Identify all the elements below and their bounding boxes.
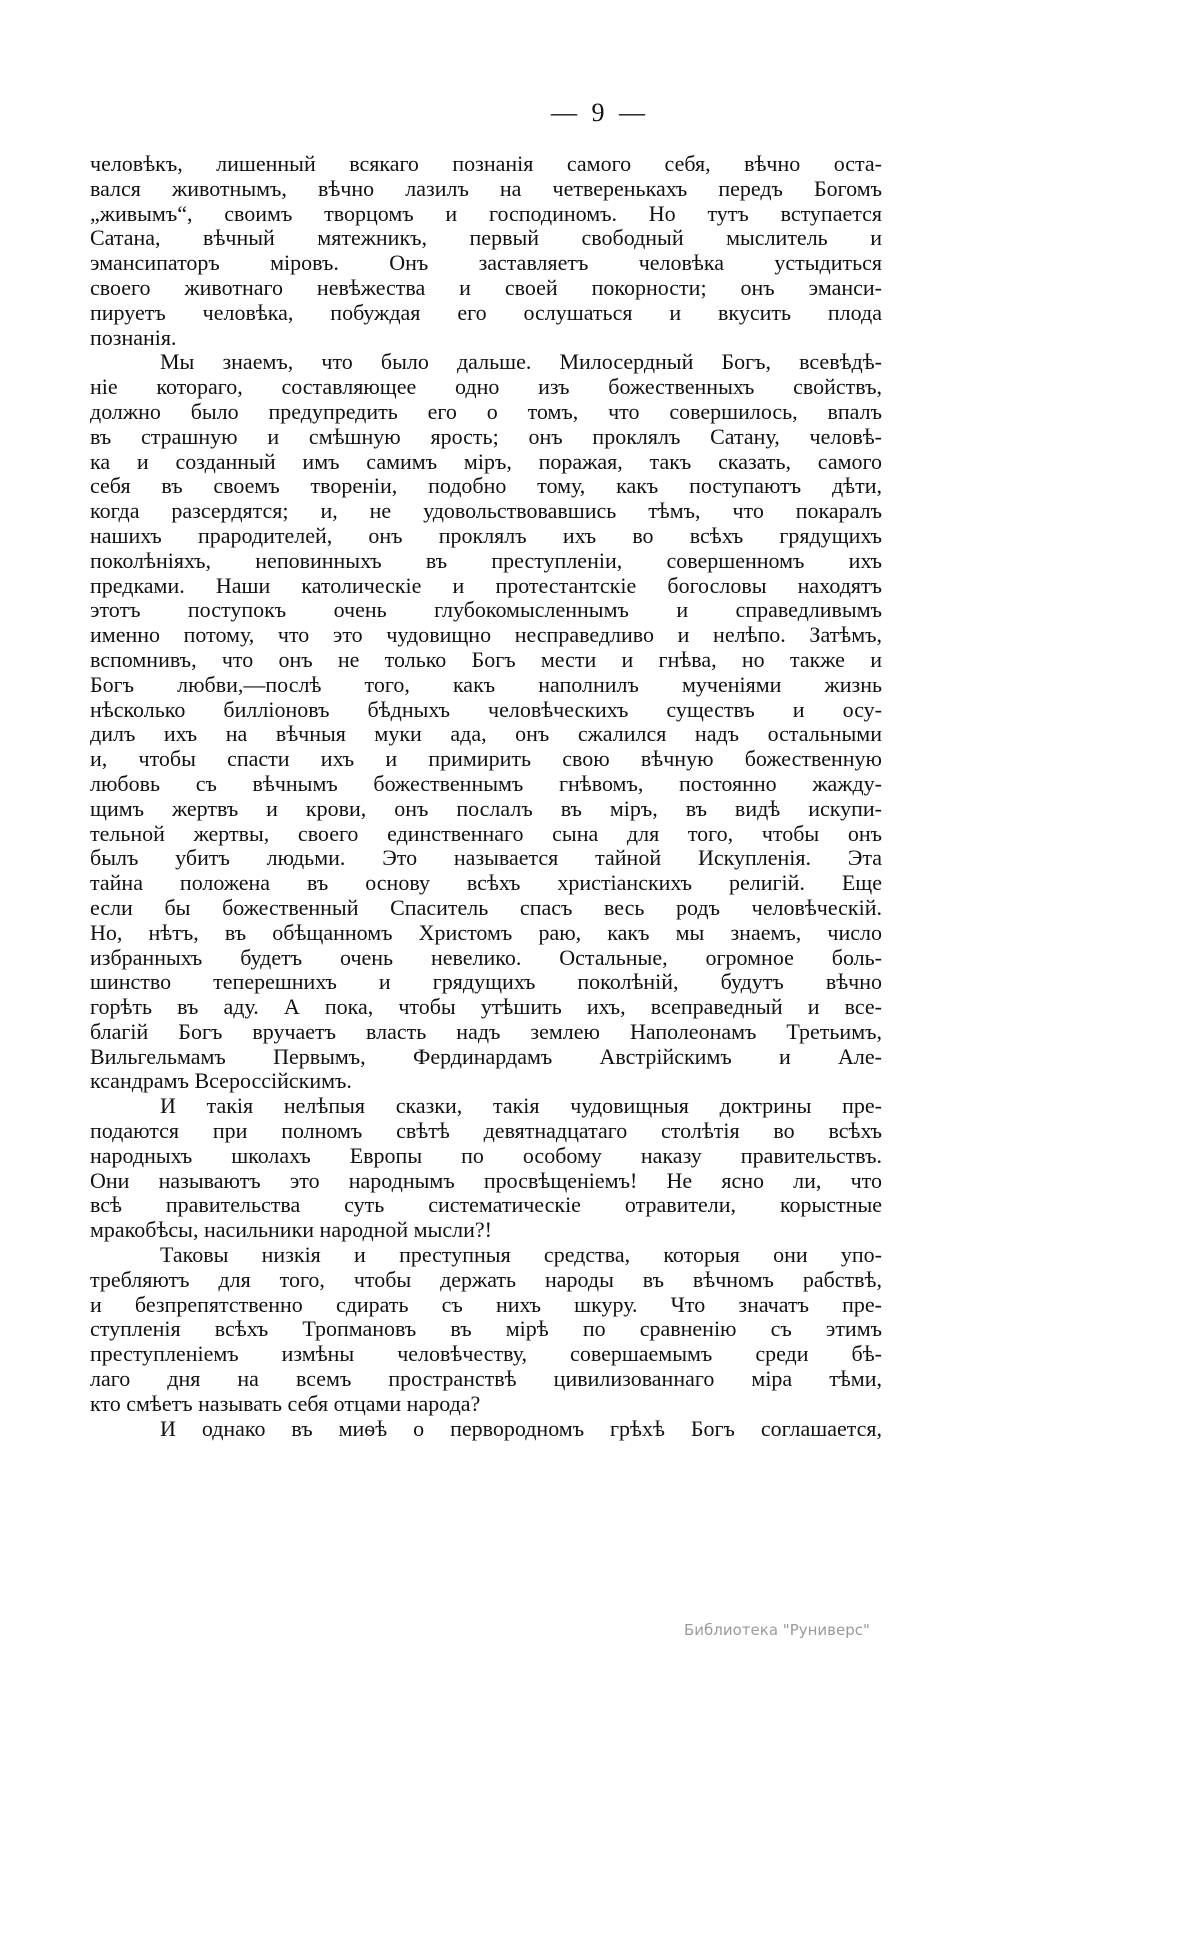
text-line: Они называютъ это народнымъ просвѣщеніемъ! Не ясно ли, что — [90, 1167, 882, 1193]
library-watermark: Библиотека "Руниверс" — [684, 1621, 870, 1639]
text-line: вспомнивъ, что онъ не только Богъ мести и гнѣва, но также и — [90, 646, 882, 672]
text-line: всѣ правительства суть систематическіе отравители, корыстные — [90, 1192, 882, 1218]
text-line: эмансипаторъ міровъ. Онъ заставляетъ человѣка устыдиться — [90, 250, 882, 276]
text-line: себя въ своемъ твореніи, подобно тому, какъ поступаютъ дѣти, — [90, 473, 882, 499]
body-text — [90, 152, 882, 1441]
text-line: Богъ любви,—послѣ того, какъ наполнилъ мученіями жизнь — [90, 671, 882, 697]
text-line: предками. Наши католическіе и протестантскіе богословы находятъ — [90, 572, 882, 598]
text-line: мракобѣсы, насильники народной мысли?! — [90, 1217, 492, 1243]
text-line: человѣкъ, лишенный всякаго познанія самого себя, вѣчно оста- — [90, 151, 882, 176]
paragraph — [90, 350, 882, 1094]
text-line: И такія нелѣпыя сказки, такія чудовищныя доктрины пре- — [160, 1093, 882, 1119]
text-line: народныхъ школахъ Европы по особому наказу правительствъ. — [90, 1142, 882, 1168]
text-line: любовь съ вѣчнымъ божественнымъ гнѣвомъ, постоянно жажду- — [90, 770, 882, 796]
text-line: пируетъ человѣка, побуждая его ослушаться и вкусить плода — [90, 299, 882, 325]
text-line: когда разсердятся; и, не удовольствовавшись тѣмъ, что покаралъ — [90, 498, 882, 524]
text-line: ступленія всѣхъ Тропмановъ въ мірѣ по сравненію съ этимъ — [90, 1316, 882, 1342]
text-line: былъ убитъ людьми. Это называется тайной Искупленія. Эта — [90, 845, 882, 871]
text-line: требляютъ для того, чтобы держать народы въ вѣчномъ рабствѣ, — [90, 1266, 882, 1292]
text-line: ксандрамъ Всероссійскимъ. — [90, 1068, 352, 1094]
text-line: должно было предупредить его о томъ, что совершилось, впалъ — [90, 398, 882, 424]
text-line: поколѣніяхъ, неповинныхъ въ преступленіи, совершенномъ ихъ — [90, 547, 882, 573]
text-line: нашихъ прародителей, онъ проклялъ ихъ во всѣхъ грядущихъ — [90, 522, 882, 548]
text-line: ніе котораго, составляющее одно изъ божественныхъ свойствъ, — [90, 374, 882, 400]
text-line: Вильгельмамъ Первымъ, Фердинардамъ Австрійскимъ и Але- — [90, 1043, 882, 1069]
paragraph — [90, 152, 882, 350]
text-line: этотъ поступокъ очень глубокомысленнымъ и справедливымъ — [90, 597, 882, 623]
text-line: избранныхъ будетъ очень невелико. Остальные, огромное боль- — [90, 944, 882, 970]
text-line: ка и созданный имъ самимъ міръ, поражая, такъ сказать, самого — [90, 448, 882, 474]
text-line: своего животнаго невѣжества и своей покорности; онъ эманси- — [90, 274, 882, 300]
text-line: Таковы низкія и преступныя средства, которыя они упо- — [160, 1242, 882, 1268]
text-line: Но, нѣтъ, въ обѣщанномъ Христомъ раю, какъ мы знаемъ, число — [90, 919, 882, 945]
text-line: Мы знаемъ, что было дальше. Милосердный Богъ, всевѣдѣ- — [160, 349, 882, 375]
paragraph — [90, 1243, 882, 1417]
text-line: лаго дня на всемъ пространствѣ цивилизованнаго міра тѣми, — [90, 1366, 882, 1392]
paragraph — [90, 1094, 882, 1243]
text-line: познанія. — [90, 324, 177, 350]
page-number: — 9 — — [551, 98, 649, 127]
text-line: шинство теперешнихъ и грядущихъ поколѣній, будутъ вѣчно — [90, 969, 882, 995]
text-line: „живымъ“, своимъ творцомъ и господиномъ. Но тутъ вступается — [90, 200, 882, 226]
text-line: подаются при полномъ свѣтѣ девятнадцатаго столѣтія во всѣхъ — [90, 1118, 882, 1144]
text-line: Сатана, вѣчный мятежникъ, первый свободный мыслитель и — [90, 225, 882, 251]
text-line: нѣсколько билліоновъ бѣдныхъ человѣческихъ существъ и осу- — [90, 696, 882, 722]
text-line: тайна положена въ основу всѣхъ христіанскихъ религій. Еще — [90, 870, 882, 896]
text-line: горѣть въ аду. А пока, чтобы утѣшить ихъ, всеправедный и все- — [90, 994, 882, 1020]
text-line: И однако въ миѳѣ о первородномъ грѣхѣ Богъ соглашается, — [160, 1415, 882, 1441]
text-line: преступленіемъ измѣны человѣчеству, совершаемымъ среди бѣ- — [90, 1341, 882, 1367]
text-line: кто смѣетъ называть себя отцами народа? — [90, 1390, 481, 1416]
text-line: благій Богъ вручаетъ власть надъ землею Наполеонамъ Третьимъ, — [90, 1018, 882, 1044]
text-line: дилъ ихъ на вѣчныя муки ада, онъ сжалился надъ остальными — [90, 721, 882, 747]
text-line: если бы божественный Спаситель спасъ весь родъ человѣческій. — [90, 894, 882, 920]
text-line: вался животнымъ, вѣчно лазилъ на четверенькахъ передъ Богомъ — [90, 175, 882, 201]
text-line: тельной жертвы, своего единственнаго сына для того, чтобы онъ — [90, 820, 882, 846]
text-line: и, чтобы спасти ихъ и примирить свою вѣчную божественную — [90, 746, 882, 772]
text-line: именно потому, что это чудовищно несправедливо и нелѣпо. Затѣмъ, — [90, 622, 882, 648]
text-line: щимъ жертвъ и крови, онъ послалъ въ міръ, въ видѣ искупи- — [90, 795, 882, 821]
text-line: и безпрепятственно сдирать съ нихъ шкуру. Что значатъ пре- — [90, 1291, 882, 1317]
text-line: въ страшную и смѣшную ярость; онъ проклялъ Сатану, человѣ- — [90, 423, 882, 449]
paragraph — [90, 1417, 882, 1442]
